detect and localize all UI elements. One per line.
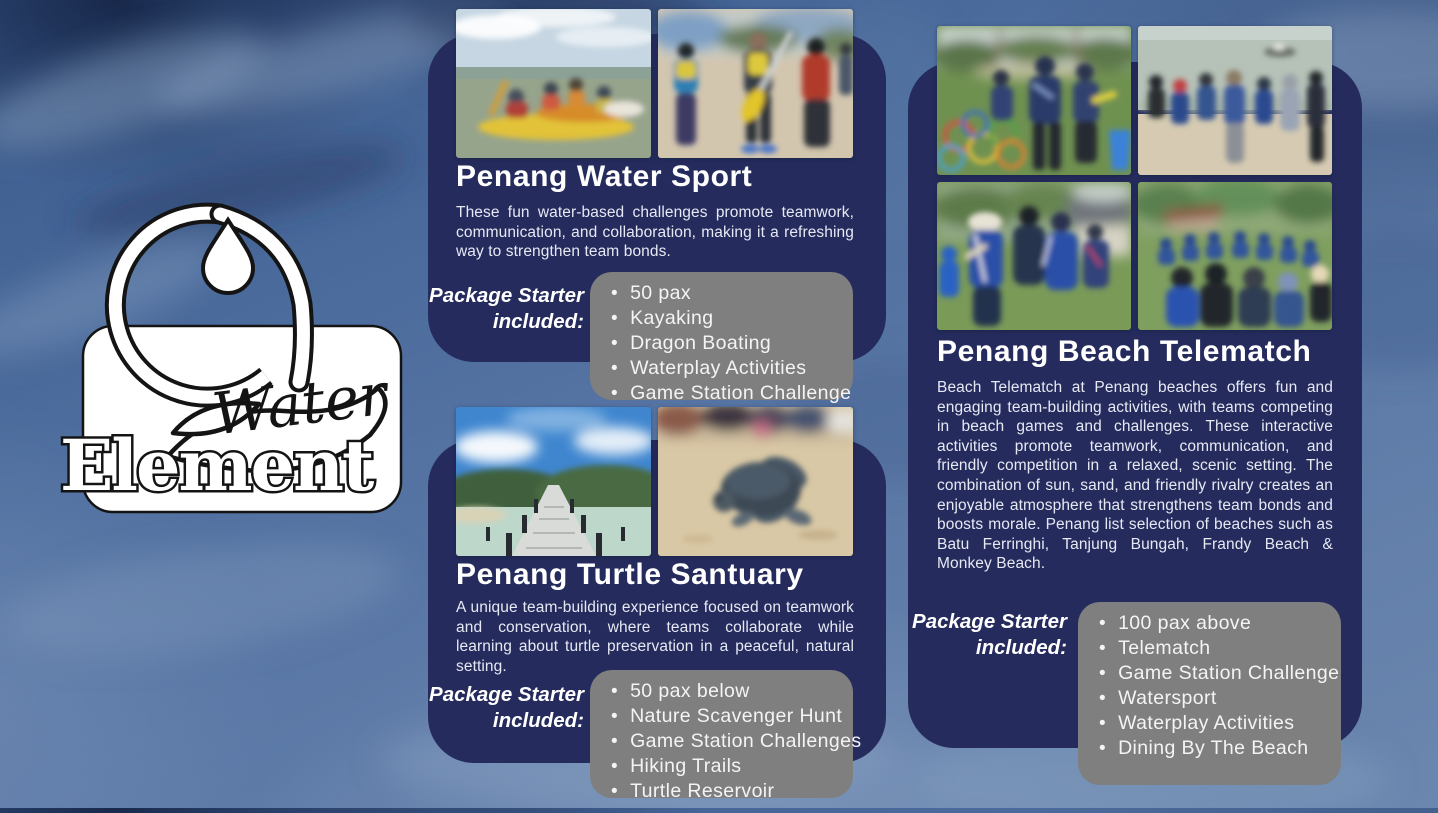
sitting-circle-photo: [1138, 182, 1332, 330]
card-title: Penang Water Sport: [456, 160, 753, 193]
package-item: • 50 pax below: [605, 679, 839, 704]
baby-turtle-photo: [658, 407, 853, 556]
package-item: • Dragon Boating: [605, 331, 839, 356]
package-item: • Nature Scavenger Hunt: [605, 704, 839, 729]
package-items-box: [590, 272, 853, 404]
card-description: These fun water-based challenges promote teamwork, communication, and collaboration, making it a refreshing way to strengthen team bonds.: [456, 204, 854, 261]
card-description: A unique team-building experience focused on teamwork and conservation, where teams collaborate while learning about turtle preservation in a peaceful, natural setting.: [456, 599, 854, 675]
package-starter-label: Package Starter included:: [429, 284, 584, 333]
package-item: • Game Station Challenge: [605, 381, 839, 406]
kayaking-group-photo: [456, 9, 651, 158]
package-item: • Kayaking: [605, 306, 839, 331]
package-items-box: [1078, 602, 1341, 785]
package-items-box: [590, 670, 862, 802]
package-item: • 100 pax above: [1093, 611, 1327, 636]
package-item: • Telematch: [1093, 636, 1327, 661]
package-item: • Waterplay Activities: [605, 356, 839, 381]
card-title: Penang Beach Telematch: [937, 335, 1312, 368]
blue-jackets-group-photo: [937, 182, 1131, 330]
jetty-boardwalk-photo: [456, 407, 651, 556]
package-starter-label: Package Starter included:: [912, 610, 1067, 659]
logo-word-element: Element: [60, 424, 373, 507]
package-item: • 50 pax: [605, 281, 839, 306]
package-item: • Game Station Challenges: [605, 729, 839, 754]
logo-word-water: Water: [208, 359, 391, 449]
card-title: Penang Turtle Santuary: [456, 558, 804, 591]
card-description: Beach Telematch at Penang beaches offers fun and engaging team-building activities, with teams competing in beach games and challenges. These interactive activities promote teamwork, communication, and friendly competition in a relaxed, scenic setting. The combination of sun, sand, and friendly rivalry creates an enjoyable atmosphere that strengthens team bonds and boosts morale. Penang list selection of beaches such as Batu Ferringhi, Tanjung Bungah, Frandy Beach & Monkey Beach.: [937, 379, 1333, 573]
package-item: • Hiking Trails: [605, 754, 839, 779]
package-item: • Watersport: [1093, 686, 1327, 711]
package-item: • Turtle Reservoir: [605, 779, 839, 804]
package-item: • Dining By The Beach: [1093, 736, 1327, 761]
package-item: • Game Station Challenge: [1093, 661, 1327, 686]
package-items-list: [1093, 611, 1340, 761]
package-item: • Waterplay Activities: [1093, 711, 1327, 736]
beach-paddle-training-photo: [658, 9, 853, 158]
package-items-list: [605, 679, 862, 804]
hoop-games-field-photo: [937, 26, 1131, 175]
beach-shore-group-photo: [1138, 26, 1332, 175]
package-items-list: [605, 281, 852, 406]
package-starter-label: Package Starter included:: [429, 683, 584, 732]
water-element-logo: [52, 192, 414, 526]
